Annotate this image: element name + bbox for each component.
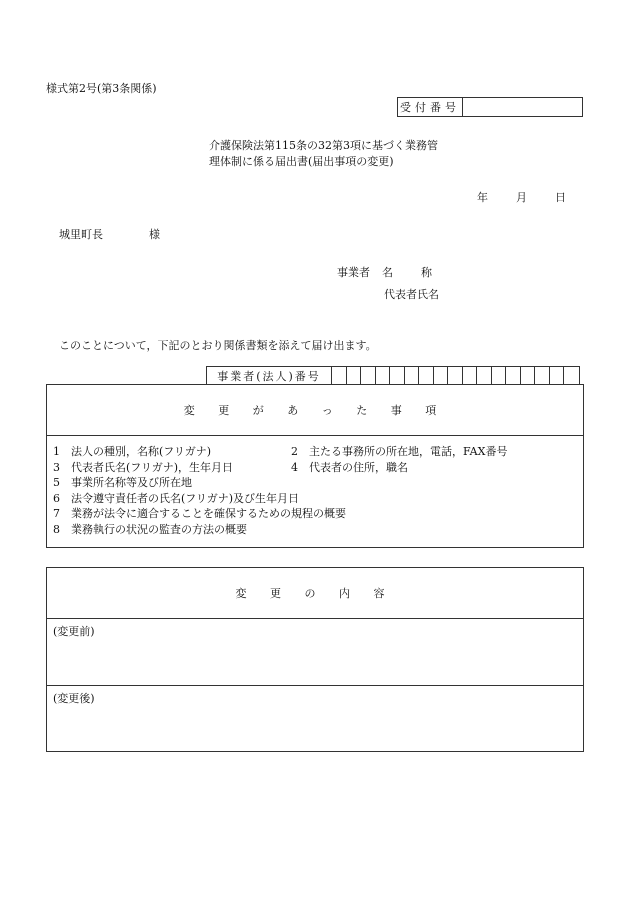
business-number-cell[interactable]	[347, 367, 362, 384]
item-number: 4	[291, 460, 298, 474]
item-number: 5	[53, 476, 60, 489]
business-number-cell[interactable]	[564, 367, 579, 384]
item-number: 7	[53, 507, 60, 520]
change-content-heading: 変 更 の 内 容	[47, 568, 583, 619]
reception-number-box	[397, 97, 583, 117]
addressee	[59, 226, 160, 242]
item-number: 8	[53, 522, 60, 536]
date-month: 月	[516, 191, 527, 204]
business-number-cell[interactable]	[535, 367, 550, 384]
representative-label: 代表者氏名	[384, 288, 439, 301]
item-text: 法令遵守責任者の氏名(フリガナ)及び生年月日	[71, 491, 300, 505]
business-number-cell[interactable]	[390, 367, 405, 384]
item-number: 1	[53, 445, 60, 458]
list-item	[53, 522, 577, 538]
business-number-cell[interactable]	[361, 367, 376, 384]
change-content-box	[46, 567, 584, 752]
list-item	[53, 460, 577, 476]
title-line-2: 理体制に係る届出書(届出事項の変更)	[209, 155, 394, 168]
business-number-cell[interactable]	[332, 367, 347, 384]
date-line	[477, 189, 566, 205]
item-text: 代表者の住所，職名	[309, 460, 408, 474]
business-number-cell[interactable]	[521, 367, 536, 384]
item-number: 3	[53, 460, 60, 474]
reception-number-label: 受付番号	[398, 98, 463, 116]
changed-matters-box	[46, 384, 584, 548]
item-number: 2	[291, 445, 298, 458]
business-number-cell[interactable]	[448, 367, 463, 384]
before-change-label: (変更前)	[53, 625, 95, 638]
reception-number-field[interactable]	[463, 98, 582, 116]
applicant-label: 事業者	[337, 266, 370, 279]
changed-matters-heading: 変 更 が あ っ た 事 項	[47, 385, 583, 436]
list-item	[53, 444, 577, 460]
date-day: 日	[555, 191, 566, 204]
item-text: 主たる事務所の所在地，電話，FAX番号	[309, 445, 508, 458]
applicant-name-label-a: 名	[382, 266, 393, 279]
item-text: 法人の種別，名称(フリガナ)	[71, 445, 212, 458]
statement-text: このことについて，下記のとおり関係書類を添えて届け出ます。	[59, 339, 377, 352]
addressee-honorific: 様	[149, 228, 160, 241]
after-change-label: (変更後)	[53, 692, 95, 705]
business-number-cell[interactable]	[376, 367, 391, 384]
applicant-name-label-b: 称	[421, 266, 432, 279]
business-number-cell[interactable]	[492, 367, 507, 384]
changed-matters-list	[47, 436, 583, 545]
business-number-cell[interactable]	[434, 367, 449, 384]
before-change-field[interactable]	[47, 619, 583, 685]
after-change-field[interactable]	[47, 685, 583, 751]
list-item	[53, 506, 577, 522]
business-number-row	[206, 366, 580, 384]
business-number-cell[interactable]	[405, 367, 420, 384]
item-text: 代表者氏名(フリガナ)，生年月日	[71, 460, 234, 474]
item-text: 業務が法令に適合することを確保するための規程の概要	[71, 507, 346, 520]
item-number: 6	[53, 491, 60, 505]
title-line-1: 介護保険法第115条の32第3項に基づく業務管	[209, 139, 438, 152]
business-number-cell[interactable]	[477, 367, 492, 384]
item-text: 業務執行の状況の監査の方法の概要	[71, 522, 247, 536]
list-item	[53, 475, 577, 491]
list-item	[53, 491, 577, 507]
date-year: 年	[477, 191, 488, 204]
applicant-block	[337, 262, 439, 306]
business-number-cell[interactable]	[419, 367, 434, 384]
business-number-cell[interactable]	[463, 367, 478, 384]
document-title	[209, 138, 438, 170]
business-number-cell[interactable]	[506, 367, 521, 384]
business-number-label: 事業者(法人)番号	[207, 367, 332, 384]
form-number: 様式第2号(第3条関係)	[46, 82, 157, 95]
item-text: 事業所名称等及び所在地	[71, 476, 192, 489]
business-number-cell[interactable]	[550, 367, 565, 384]
addressee-name: 城里町長	[59, 228, 103, 241]
